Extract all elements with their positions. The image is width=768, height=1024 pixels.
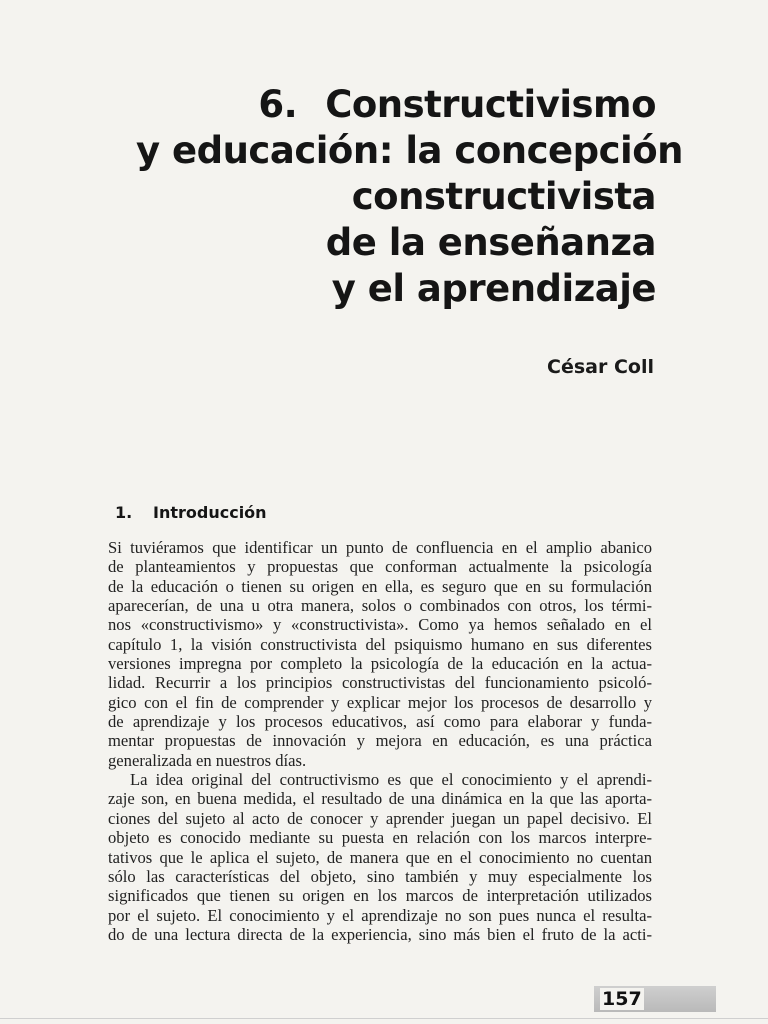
chapter-title-line: 6. Constructivismo	[258, 83, 656, 126]
chapter-title-line: y educación: la concepción	[136, 129, 683, 172]
text-line: versiones impregna por completo la psicología de la educación en la actua-	[108, 654, 652, 674]
text-line: La idea original del contructivismo es que el conocimiento y el aprendi-	[130, 770, 652, 790]
text-line: tativos que le aplica el sujeto, de manera que en el conocimiento no cuentan	[108, 847, 652, 867]
text-line: mentar propuestas de innovación y mejora en educación, es una práctica	[108, 731, 652, 751]
text-line: ciones del sujeto al acto de conocer y aprender juegan un papel decisivo. El	[108, 808, 652, 828]
text-line: significados que tienen su origen en los marcos de interpretación utilizados	[108, 886, 652, 906]
chapter-title-line: y el aprendizaje	[331, 267, 656, 310]
text-line: sólo las características del objeto, sino también y muy especialmente los	[108, 866, 652, 886]
text-line: generalizada en nuestros días.	[108, 750, 307, 770]
chapter-number: 6.	[258, 83, 298, 126]
text-line: objeto es conocido mediante su puesta en relación con los marcos interpre-	[108, 828, 652, 848]
text-line: do de una lectura directa de la experiencia, sino más bien el fruto de la acti-	[108, 924, 652, 944]
text-line: gico con el fin de comprender y explicar mejor los procesos de desarrollo y	[108, 692, 652, 712]
text-line: de la educación o tienen su origen en ella, es seguro que en su formulación	[108, 576, 652, 596]
text-line: capítulo 1, la visión constructivista del psiquismo humano en sus diferentes	[108, 634, 652, 654]
text-line: nos «constructivismo» y «constructivista». Como ya hemos señalado en el	[108, 615, 652, 635]
body-text	[108, 538, 652, 944]
chapter-title	[136, 82, 683, 312]
paragraph	[108, 538, 652, 770]
paragraph	[108, 770, 652, 944]
text-line: aparecerían, de una u otra manera, solos o combinados con otros, los térmi-	[108, 596, 652, 616]
text-line: Si tuviéramos que identificar un punto de confluencia en el amplio abanico	[108, 538, 652, 557]
section-title: Introducción	[153, 503, 267, 522]
section-heading	[115, 503, 267, 522]
section-number: 1.	[115, 503, 133, 522]
chapter-title-line: constructivista	[351, 175, 656, 218]
text-line: de aprendizaje y los procesos educativos, así como para elaborar y funda-	[108, 712, 652, 732]
scan-edge-divider	[0, 1018, 768, 1019]
chapter-title-line: de la enseñanza	[325, 221, 656, 264]
page-number: 157	[594, 986, 716, 1012]
text-line: por el sujeto. El conocimiento y el aprendizaje no son pues nunca el resulta-	[108, 905, 652, 925]
text-line: de planteamientos y propuestas que conforman actualmente la psicología	[108, 557, 652, 577]
author-name: César Coll	[547, 356, 654, 378]
text-line: zaje son, en buena medida, el resultado de una dinámica en la que las aporta-	[108, 789, 652, 809]
text-line: lidad. Recurrir a los principios constructivistas del funcionamiento psicoló-	[108, 673, 652, 693]
